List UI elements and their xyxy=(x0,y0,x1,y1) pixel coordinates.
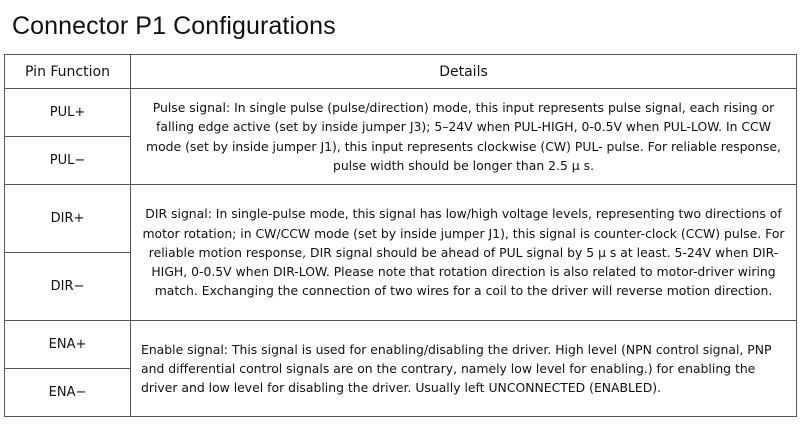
header-details: Details xyxy=(131,55,797,89)
pin-ena-minus: ENA− xyxy=(5,369,131,417)
table-row xyxy=(5,89,797,137)
pin-pul-minus: PUL− xyxy=(5,137,131,185)
details-enable: Enable signal: This signal is used for enabling/disabling the driver. High level (NPN control signal, PNP and differential control signals are on the contrary, namely low level for enabling.) for enabling the driver and low level for disabling the driver. Usually left UNCONNECTED (ENABLED). xyxy=(131,321,797,417)
table-row xyxy=(5,321,797,369)
header-pin-function: Pin Function xyxy=(5,55,131,89)
table-header-row xyxy=(5,55,797,89)
details-direction: DIR signal: In single-pulse mode, this signal has low/high voltage levels, representing two directions of motor rotation; in CW/CCW mode (set by inside jumper J1), this signal is counter-clock (CCW) pulse. For reliable motion response, DIR signal should be ahead of PUL signal by 5 μ s at least. 5-24V when DIR-HIGH, 0-0.5V when DIR-LOW. Please note that rotation direction is also related to motor-driver wiring match. Exchanging the connection of two wires for a coil to the driver will reverse motion direction. xyxy=(131,185,797,321)
pin-ena-plus: ENA+ xyxy=(5,321,131,369)
connector-table xyxy=(4,54,797,417)
pin-dir-minus: DIR− xyxy=(5,253,131,321)
pin-pul-plus: PUL+ xyxy=(5,89,131,137)
page-title: Connector P1 Configurations xyxy=(12,12,336,40)
details-pulse: Pulse signal: In single pulse (pulse/direction) mode, this input represents pulse signal, each rising or falling edge active (set by inside jumper J3); 5–24V when PUL-HIGH, 0-0.5V when PUL-LOW. In CCW mode (set by inside jumper J1), this input represents clockwise (CW) PUL- pulse. For reliable response, pulse width should be longer than 2.5 μ s. xyxy=(131,89,797,185)
table-row xyxy=(5,185,797,253)
pin-dir-plus: DIR+ xyxy=(5,185,131,253)
